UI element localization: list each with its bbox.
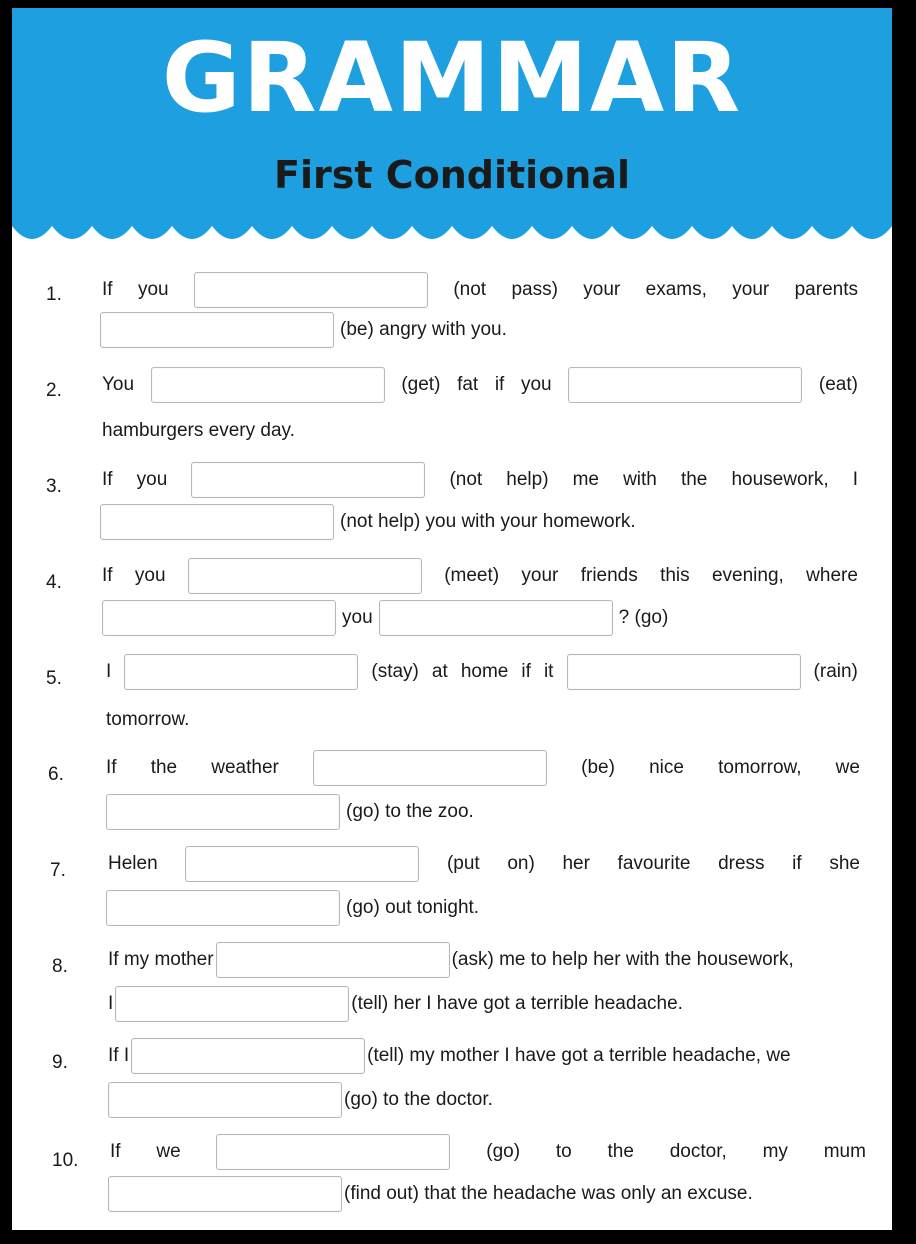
word: (not	[453, 279, 487, 300]
word: with	[623, 469, 657, 490]
question-6-line-1	[106, 748, 860, 788]
question-8-line-1	[108, 940, 868, 980]
answer-input[interactable]	[108, 1082, 342, 1118]
question-1-line-2	[100, 310, 860, 350]
word: you	[520, 374, 552, 395]
question-text: (go) to the doctor.	[344, 1089, 493, 1110]
question-text: (not help) you with your homework.	[340, 511, 636, 532]
word: it	[543, 661, 554, 682]
word: we	[156, 1141, 181, 1162]
question-4-line-1	[102, 556, 858, 596]
word: (not	[449, 469, 483, 490]
question-4-line-2	[102, 598, 862, 638]
word: If	[102, 565, 113, 586]
word: doctor,	[669, 1141, 727, 1162]
answer-input[interactable]	[115, 986, 349, 1022]
word: I	[852, 469, 858, 490]
answer-input[interactable]	[379, 600, 613, 636]
word: (eat)	[818, 374, 858, 395]
word: You	[102, 374, 135, 395]
word: the	[150, 757, 178, 778]
word: home	[460, 661, 509, 682]
word: (stay)	[371, 661, 419, 682]
word: you	[134, 565, 166, 586]
word: tomorrow,	[718, 757, 802, 778]
word: housework,	[731, 469, 829, 490]
word: this	[660, 565, 690, 586]
scalloped-edge	[12, 208, 892, 248]
word: if	[494, 374, 505, 395]
word: dress	[718, 853, 765, 874]
word: you	[137, 279, 169, 300]
word: If	[110, 1141, 121, 1162]
word: where	[806, 565, 858, 586]
question-number: 4.	[46, 572, 62, 593]
question-text: If I	[108, 1045, 130, 1066]
word: she	[829, 853, 860, 874]
word: If	[106, 757, 117, 778]
word: help)	[506, 469, 549, 490]
question-8-line-2	[108, 984, 868, 1024]
word: my	[762, 1141, 788, 1162]
word: (rain)	[813, 661, 858, 682]
question-number: 7.	[50, 860, 66, 881]
answer-input[interactable]	[102, 600, 336, 636]
question-5-line-1	[106, 652, 858, 692]
word: your	[583, 279, 621, 300]
answer-input[interactable]	[100, 504, 334, 540]
question-6-line-2	[106, 792, 866, 832]
answer-input[interactable]	[216, 1134, 450, 1170]
question-number: 3.	[46, 476, 62, 497]
word: pass)	[511, 279, 558, 300]
word: friends	[580, 565, 638, 586]
question-1-line-1	[102, 270, 858, 310]
question-number: 5.	[46, 668, 62, 689]
question-7-line-2	[106, 888, 866, 928]
word: nice	[649, 757, 684, 778]
question-10-line-2	[108, 1174, 868, 1214]
answer-input[interactable]	[108, 1176, 342, 1212]
question-number: 8.	[52, 956, 68, 977]
word: (be)	[581, 757, 615, 778]
question-number: 6.	[48, 764, 64, 785]
question-text: (tell) my mother I have got a terrible headache, we	[367, 1045, 791, 1066]
question-text: (find out) that the headache was only an excuse.	[344, 1183, 753, 1204]
question-text: tomorrow.	[106, 709, 190, 730]
question-5-line-2	[106, 700, 866, 740]
question-text: If my mother	[108, 949, 214, 970]
answer-input[interactable]	[567, 654, 801, 690]
word: (get)	[401, 374, 441, 395]
question-number: 9.	[52, 1052, 68, 1073]
answer-input[interactable]	[194, 272, 428, 308]
word: favourite	[617, 853, 691, 874]
question-text: you	[342, 607, 373, 628]
question-text: (go) out tonight.	[346, 897, 480, 918]
word: fat	[457, 374, 479, 395]
word: If	[102, 469, 113, 490]
question-7-line-1	[108, 844, 860, 884]
word: the	[680, 469, 708, 490]
word: you	[136, 469, 168, 490]
question-text: (tell) her I have got a terrible headache.	[351, 993, 683, 1014]
question-text: hamburgers every day.	[102, 420, 295, 441]
word: weather	[211, 757, 279, 778]
word: the	[607, 1141, 634, 1162]
answer-input[interactable]	[188, 558, 422, 594]
question-number: 2.	[46, 380, 62, 401]
answer-input[interactable]	[100, 312, 334, 348]
question-text: ? (go)	[618, 607, 669, 628]
word: exams,	[645, 279, 707, 300]
word: I	[106, 661, 112, 682]
answer-input[interactable]	[216, 942, 450, 978]
word: (put	[446, 853, 480, 874]
word: mum	[823, 1141, 866, 1162]
question-3-line-1	[102, 460, 858, 500]
page-subtitle: First Conditional	[273, 153, 631, 197]
word: if	[792, 853, 802, 874]
question-text: (ask) me to help her with the housework,	[451, 949, 794, 970]
word: (go)	[486, 1141, 521, 1162]
word: If	[102, 279, 113, 300]
word: her	[562, 853, 590, 874]
word: to	[555, 1141, 572, 1162]
question-text: I	[108, 993, 114, 1014]
question-number: 1.	[46, 284, 62, 305]
question-9-line-2	[108, 1080, 868, 1120]
word: your	[732, 279, 770, 300]
word: Helen	[108, 853, 158, 874]
word: your	[521, 565, 559, 586]
answer-input[interactable]	[185, 846, 419, 882]
question-text: (be) angry with you.	[340, 319, 507, 340]
answer-input[interactable]	[568, 367, 802, 403]
question-text: (go) to the zoo.	[346, 801, 474, 822]
word: at	[431, 661, 448, 682]
question-number: 10.	[52, 1150, 79, 1171]
answer-input[interactable]	[191, 462, 425, 498]
answer-input[interactable]	[131, 1038, 365, 1074]
answer-input[interactable]	[106, 890, 340, 926]
question-10-line-1	[110, 1132, 866, 1172]
word: we	[835, 757, 860, 778]
question-9-line-1	[108, 1036, 868, 1076]
answer-input[interactable]	[151, 367, 385, 403]
word: evening,	[711, 565, 784, 586]
word: on)	[507, 853, 535, 874]
page-title: GRAMMAR	[161, 22, 743, 134]
answer-input[interactable]	[313, 750, 547, 786]
question-2-line-1	[102, 365, 858, 405]
word: parents	[794, 279, 858, 300]
answer-input[interactable]	[106, 794, 340, 830]
word: (meet)	[444, 565, 500, 586]
worksheet	[12, 8, 892, 1230]
word: me	[572, 469, 599, 490]
question-3-line-2	[100, 502, 860, 542]
answer-input[interactable]	[124, 654, 358, 690]
word: if	[521, 661, 531, 682]
question-2-line-2	[102, 411, 862, 451]
